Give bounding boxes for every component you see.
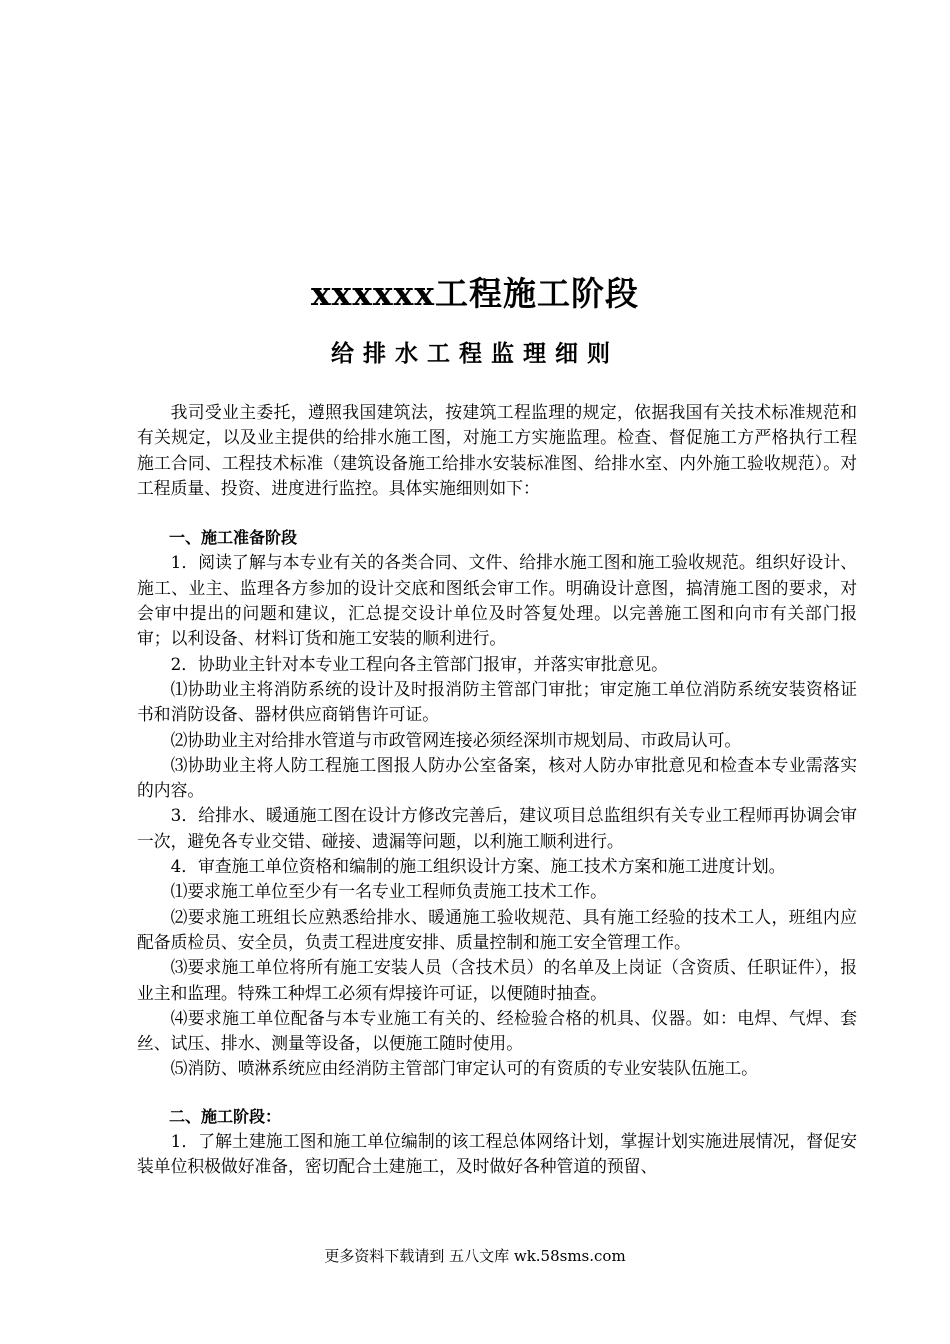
paragraph: 2．协助业主针对本专业工程向各主管部门报审，并落实审批意见。: [170, 653, 668, 674]
section-gap: [137, 1082, 857, 1104]
intro-paragraph: 我司受业主委托，遵照我国建筑法，按建筑工程监理的规定，依据我国有关技术标准规范和有关规定，以及业主提供的给排水施工图，对施工方实施监理。检查、督促施工方严格执行工程施工合同、工程技术标准（建筑设备施工给排水安装标准图、给排水室、内外施工验收规范）。对工程质量、投资、进度进行监控。具体实施细则如下：: [137, 402, 857, 498]
section-heading-preparation: 一、施工准备阶段: [169, 528, 298, 548]
document-subtitle: 给排水工程监理细则: [331, 340, 619, 367]
document-title: xxxxxx工程施工阶段: [310, 274, 640, 313]
document-body: [137, 400, 857, 1180]
paragraph: ⑷要求施工单位配备与本专业施工有关的、经检验合格的机具、仪器。如：电焊、气焊、套丝、试压、排水、测量等设备，以便施工随时使用。: [137, 1007, 857, 1054]
section-heading-construction: 二、施工阶段：: [169, 1106, 282, 1126]
paragraph: ⑵协助业主对给排水管道与市政管网连接必须经深圳市规划局、市政局认可。: [170, 729, 742, 750]
paragraph: ⑴要求施工单位至少有一名专业工程师负责施工技术工作。: [170, 881, 607, 902]
paragraph: 1．了解土建施工图和施工单位编制的该工程总体网络计划，掌握计划实施进展情况，督促安装单位积极做好准备，密切配合土建施工，及时做好各种管道的预留、: [137, 1131, 857, 1177]
paragraph: 4．审查施工单位资格和编制的施工组织设计方案、施工技术方案和施工进度计划。: [170, 856, 786, 877]
paragraph: ⑵要求施工班组长应熟悉给排水、暖通施工验收规范、具有施工经验的技术工人，班组内应配备质检员、安全员，负责工程进度安排、质量控制和施工安全管理工作。: [137, 906, 857, 952]
footer-download-note: 更多资料下载请到 五八文库 wk.58sms.com: [324, 1247, 626, 1265]
paragraph: 3．给排水、暖通施工图在设计方修改完善后，建议项目总监组织有关专业工程师再协调会审一次，避免各专业交错、碰接、遗漏等问题，以利施工顺利进行。: [137, 805, 857, 851]
paragraph: ⑶要求施工单位将所有施工安装人员（含技术员）的名单及上岗证（含资质、任职证件），报业主和监理。特殊工种焊工必须有焊接许可证，以便随时抽查。: [137, 957, 857, 1003]
paragraph: ⑶协助业主将人防工程施工图报人防办公室备案，核对人防办审批意见和检查本专业需落实的内容。: [137, 754, 857, 801]
paragraph: 1．阅读了解与本专业有关的各类合同、文件、给排水施工图和施工验收规范。组织好设计、施工、业主、监理各方参加的设计交底和图纸会审工作。明确设计意图，搞清施工图的要求，对会审中提出的问题和建议，汇总提交设计单位及时答复处理。以完善施工图和向市有关部门报审；以利设备、材料订货和施工安装的顺利进行。: [137, 552, 857, 649]
paragraph: ⑸消防、喷淋系统应由经消防主管部门审定认可的有资质的专业安装队伍施工。: [170, 1058, 758, 1079]
paragraph: ⑴协助业主将消防系统的设计及时报消防主管部门审批；审定施工单位消防系统安装资格证书和消防设备、器材供应商销售许可证。: [137, 678, 857, 725]
